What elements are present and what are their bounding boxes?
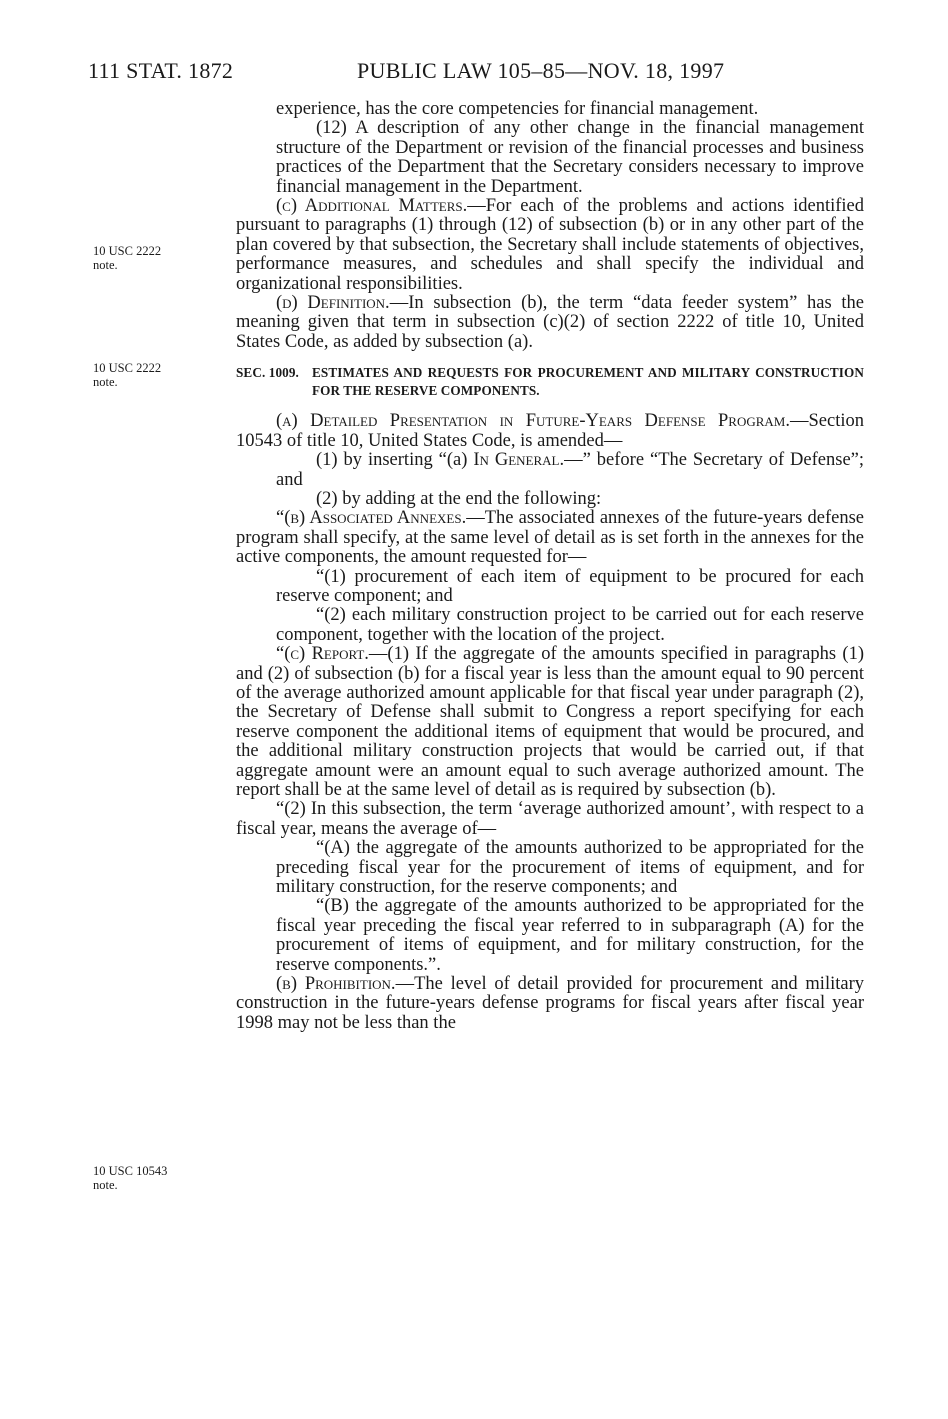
quoted-paragraph-1: “(1) procurement of each item of equipment to be procured for each reserve component; and: [276, 566, 864, 606]
margin-note-label: note.: [93, 1178, 118, 1192]
subsection-d-heading: (d) Definition.: [276, 293, 390, 314]
quoted-subparagraph-b: “(B) the aggregate of the amounts authorized to be appropriated for the fiscal year preceding the fiscal year referred to in subparagraph (A) for the procurement of items of equipment, and for military construction, for the reserve components.”.: [276, 896, 864, 975]
subsection-a-heading: (a) Detailed Presentation in Future-Years Defense Program.: [276, 411, 790, 432]
subsection-c-text: —For each of the problems and actions identified pursuant to paragraphs (1) through (12) of subsection (b) or in any other part of the plan covered by that subsection, the Secretary shall include statements of objectives, performance measures, and schedules and shall specify the individual and organizational responsibilities.: [236, 196, 865, 294]
margin-note: [93, 244, 161, 272]
section-title: ESTIMATES AND REQUESTS FOR PROCUREMENT AND MILITARY CONSTRUCTION FOR THE RESERVE COMPONENTS.: [312, 365, 864, 399]
amendment-2: (2) by adding at the end the following:: [316, 488, 602, 509]
quoted-subsection-c-heading: “(c) Report.: [276, 644, 369, 665]
quoted-subsection-b: [236, 509, 864, 567]
amendment-1: [236, 451, 864, 490]
margin-note-label: note.: [93, 375, 118, 389]
margin-note: [93, 1164, 167, 1192]
body-text: [236, 100, 864, 1033]
subsection-c: [236, 197, 864, 294]
public-law-title: PUBLIC LAW 105–85—NOV. 18, 1997: [357, 58, 725, 83]
statute-citation: 111 STAT. 1872: [88, 58, 234, 83]
subsection-c-heading: (c) Additional Matters.: [276, 196, 468, 217]
quoted-subsection-b-text: —The associated annexes of the future-years defense program shall specify, at the same level of detail as is set forth in the annexes for the active components, the amount requested for—: [236, 508, 864, 568]
quoted-subsection-b-heading: “(b) Associated Annexes.: [276, 508, 467, 529]
quoted-paragraph-2: “(2) each military construction project to be carried out for each reserve component, together with the location of the project.: [276, 605, 864, 645]
margin-note-citation: 10 USC 2222: [93, 361, 162, 375]
paragraph-12: (12) A description of any other change in the financial management structure of the Department or revision of the financial processes and business practices of the Department that the Secretary considers necessary to improve financial management in the Department.: [276, 118, 864, 197]
subsection-a-text: —Section 10543 of title 10, United States Code, is amended—: [236, 411, 864, 451]
quoted-subsection-c: [236, 645, 864, 800]
quoted-subsection-c-text: —(1) If the aggregate of the amounts specified in paragraphs (1) and (2) of subsection (b) for a fiscal year is less than the amount equal to 90 percent of the average authorized amount applicable for that fiscal year under paragraph (2), the Secretary of Defense shall submit to Congress a report specifying for each reserve component the additional items of equipment that would be procured, and the additional military construction projects that would be carried out, if that aggregate amount were an amount equal to such average authorized amount. The report shall be at the same level of detail as is required by subsection (b).: [236, 644, 864, 800]
subsection-b-prohibition-heading: (b) Prohibition.: [276, 974, 396, 995]
section-number: SEC. 1009.: [236, 365, 299, 381]
subsection-d-text: —In subsection (b), the term “data feeder system” has the meaning given that term in subsection (c)(2) of section 2222 of title 10, United States Code, as added by subsection (a).: [236, 293, 864, 352]
subsection-b-prohibition-text: —The level of detail provided for procurement and military construction in the future-years defense programs for fiscal years after fiscal year 1998 may not be less than the: [236, 974, 864, 1033]
margin-note-citation: 10 USC 10543: [93, 1164, 168, 1178]
margin-note-citation: 10 USC 2222: [93, 244, 162, 258]
section-heading: [236, 364, 864, 400]
paragraph-continuation: experience, has the core competencies for financial management.: [276, 99, 759, 119]
margin-note-label: note.: [93, 258, 118, 272]
margin-note: [93, 361, 161, 389]
quoted-subparagraph-a: “(A) the aggregate of the amounts authorized to be appropriated for the preceding fiscal year for the procurement of items of equipment, and for military construction, for the reserve components; and: [276, 838, 864, 898]
subsection-b-prohibition: [236, 975, 864, 1033]
amendment-1-pre: (1) by inserting “(a): [316, 450, 474, 471]
amendment-1-smallcaps: In General.: [473, 450, 565, 471]
amendment-1-post: —” before “The Secretary of Defense”; and: [276, 450, 865, 490]
quoted-paragraph-c2: “(2) In this subsection, the term ‘average authorized amount’, with respect to a fiscal year, means the average of—: [236, 799, 864, 839]
page-header: [0, 58, 948, 88]
subsection-a: [236, 412, 864, 451]
subsection-d: [236, 294, 864, 352]
